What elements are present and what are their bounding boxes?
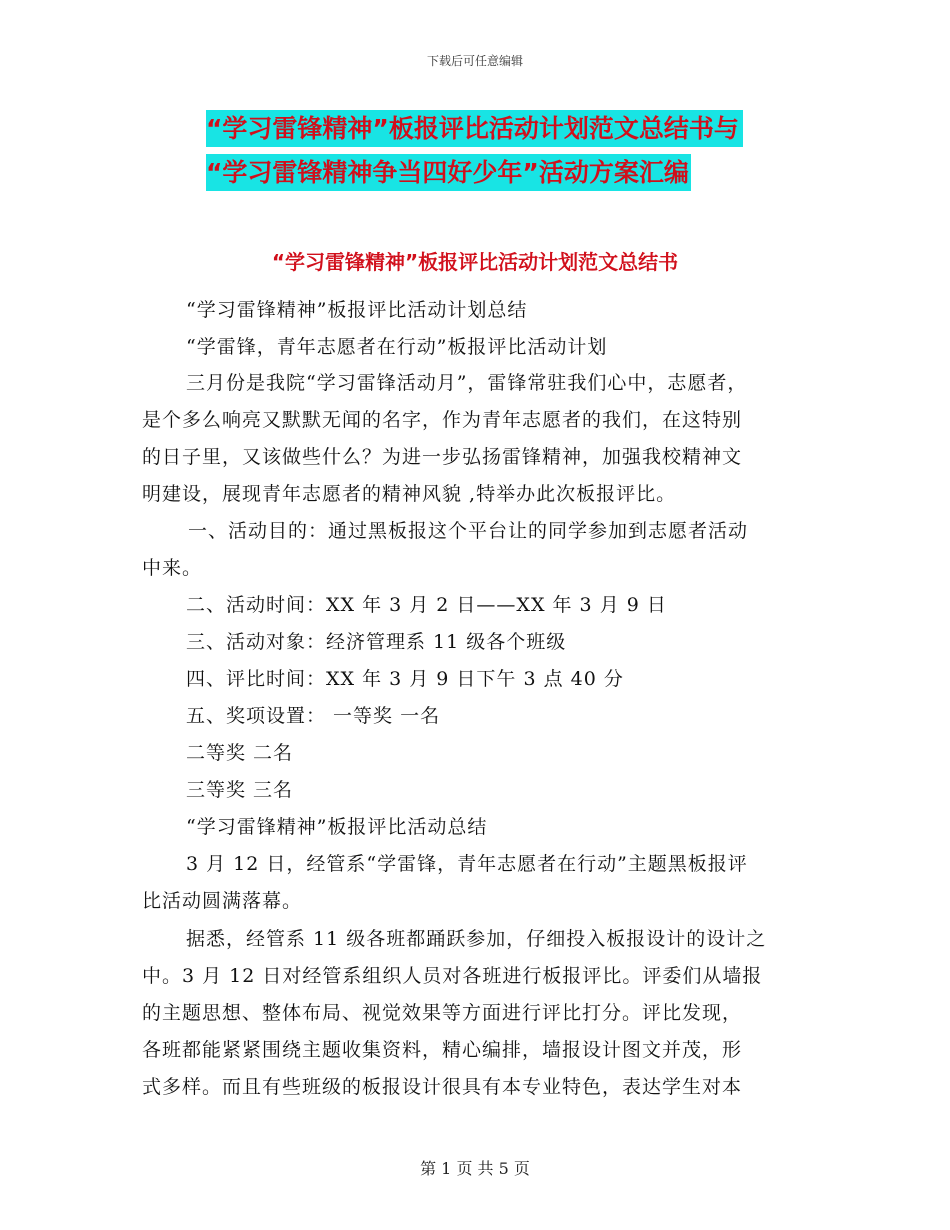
body-line: 式多样。而且有些班级的板报设计很具有本专业特色，表达学生对本	[142, 1076, 743, 1098]
body-line: 三、活动对象：经济管理系 11 级各个班级	[186, 631, 567, 653]
body-line: “学雷锋，青年志愿者在行动”板报评比活动计划	[186, 336, 608, 358]
document-title-line-1: “学习雷锋精神”板报评比活动计划范文总结书与	[206, 110, 743, 147]
document-title-line-2: “学习雷锋精神争当四好少年”活动方案汇编	[206, 154, 691, 191]
body-line: 三月份是我院“学习雷锋活动月”，雷锋常驻我们心中，志愿者，	[186, 372, 748, 394]
body-line: 一、活动目的：通过黑板报这个平台让的同学参加到志愿者活动	[188, 520, 749, 542]
page-number-footer: 第 1 页 共 5 页	[420, 1159, 530, 1178]
body-line: 是个多么响亮又默默无闻的名字，作为青年志愿者的我们，在这特别	[142, 409, 743, 431]
body-line: 五、奖项设置： 一等奖 一名	[186, 705, 441, 727]
body-line: 中来。	[142, 557, 203, 579]
body-line: 的日子里，又该做些什么？为进一步弘扬雷锋精神，加强我校精神文	[142, 446, 743, 468]
section-title: “学习雷锋精神”板报评比活动计划范文总结书	[271, 250, 679, 274]
body-line: 四、评比时间：XX 年 3 月 9 日下午 3 点 40 分	[186, 668, 624, 690]
body-line: 的主题思想、整体布局、视觉效果等方面进行评比打分。评比发现，	[142, 1002, 743, 1024]
header-note: 下载后可任意编辑	[426, 54, 523, 68]
body-line: 中。3 月 12 日对经管系组织人员对各班进行板报评比。评委们从墙报	[142, 965, 763, 987]
body-line: 二、活动时间：XX 年 3 月 2 日——XX 年 3 月 9 日	[186, 594, 667, 616]
body-line: “学习雷锋精神”板报评比活动总结	[186, 816, 488, 838]
body-line: 二等奖 二名	[186, 742, 294, 764]
body-line: “学习雷锋精神”板报评比活动计划总结	[186, 299, 528, 321]
body-line: 3 月 12 日，经管系“学雷锋，青年志愿者在行动”主题黑板报评	[186, 853, 748, 875]
body-line: 明建设，展现青年志愿者的精神风貌 ,特举办此次板报评比。	[142, 483, 677, 505]
body-line: 比活动圆满落幕。	[142, 890, 303, 912]
body-line: 各班都能紧紧围绕主题收集资料，精心编排，墙报设计图文并茂，形	[142, 1039, 743, 1061]
body-line: 据悉，经管系 11 级各班都踊跃参加，仔细投入板报设计的设计之	[186, 928, 767, 950]
body-line: 三等奖 三名	[186, 779, 294, 801]
